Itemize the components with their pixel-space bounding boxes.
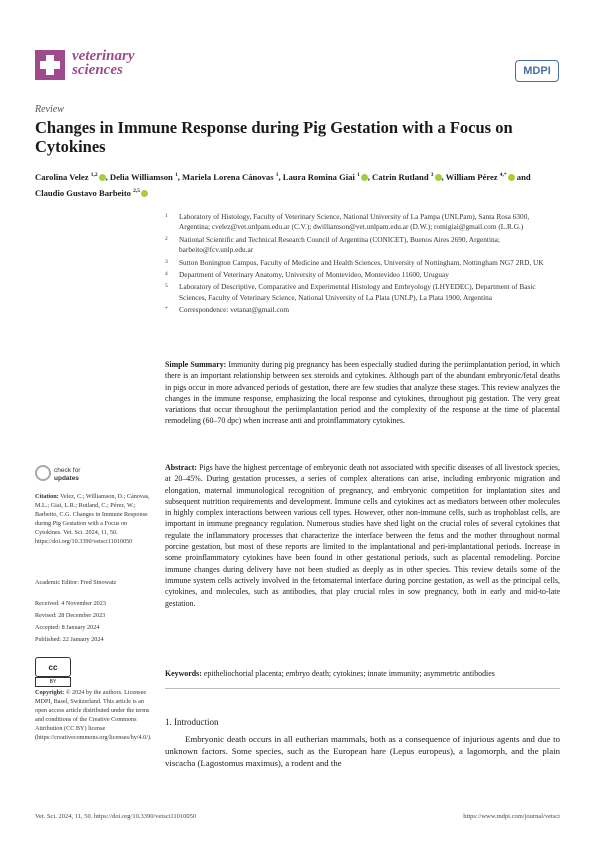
- revised-date: Revised: 28 December 2023: [35, 612, 106, 619]
- orcid-icon[interactable]: [141, 190, 148, 197]
- affiliation-item: [165, 270, 560, 280]
- keywords-text: epitheliochorial placenta; embryo death; cytokines; innate immunity; asymmetric antibodies: [203, 669, 495, 678]
- copyright-text: © 2024 by the authors. Licensee MDPI, Basel, Switzerland. This article is an open access article distributed under the terms and conditions of the Creative Commons Attribution (CC BY) license (https://creativecommons.org/licenses/by/4.0/).: [35, 689, 152, 741]
- affiliation-item: [165, 305, 560, 315]
- affiliation-item: [165, 282, 560, 303]
- affiliation-item: [165, 258, 560, 268]
- author-name: Catrin Rutland $^3$: [372, 172, 441, 182]
- orcid-icon[interactable]: [508, 174, 515, 181]
- author-name: Carolina Velez $^{1,2}$: [35, 172, 106, 182]
- author-affiliation-marker: 1,2: [90, 172, 98, 178]
- author-name: William Pérez $^{4,*}$: [446, 172, 515, 182]
- author-affiliation-marker: 1: [356, 172, 360, 178]
- affiliation-number: 5: [165, 283, 168, 290]
- check-for-updates[interactable]: check for updates: [54, 467, 81, 482]
- affiliation-number: 2: [165, 235, 168, 242]
- affiliation-item: [165, 212, 560, 233]
- abstract-text: Pigs have the highest percentage of embryonic death not associated with specific diseases of all livestock species, at 20–45%. During gestation processes, a series of complex alterations can arise, including embryonic migration and elongation, maternal immunological recognition of pregnancy, and embryonic competition for implantation sites and subsequent nutrition requirements and development. Immune cells and cytokines act as mediators between other molecules in highly complex interactions between various cell types. However, other non-immune cells, such as trophoblast cells, are important in immune pregnancy regulation. Numerous studies have shed light on the crucial roles of several cytokines that regulate the inflammatory processes that characterize the interface between the fetus and the mother throughout normal porcine gestation, but most of these reports are limited to the implantational and peri-implantational periods. Increase in some proinflammatory cytokines have been found in other gestational periods, such as placental remodeling. Porcine immune changes during delivery have not been studied as deeply as in other species. This review details some of the immune system cells actively involved in the fetomaternal interface during porcine gestation, as well as the principal cells, cytokines, and molecules, such as antibodies, that play crucial roles in sow pregnancy, both in early and mid-to-late gestation.: [165, 463, 560, 608]
- affiliations: [165, 212, 560, 318]
- affiliation-text: Sutton Bonington Campus, Faculty of Medicine and Health Sciences, University of Nottingham, Nottingham NG7 2RD, UK: [179, 257, 544, 267]
- affiliation-number: 3: [165, 258, 168, 265]
- author-affiliation-marker: 1: [275, 172, 279, 178]
- citation-text: Velez, C.; Williamson, D.; Cánovas, M.L.; Giai, L.R.; Rutland, C.; Pérez, W.; Barbeito, C.G. Changes in Immune Response during Pig Gestation with a Focus on Cytokines. Vet. Sci. 2024, 11, 50. https://doi.org/10.3390/vetsci11010050: [35, 493, 150, 545]
- author-affiliation-marker: 3: [430, 172, 434, 178]
- by-license-icon[interactable]: BY: [35, 677, 71, 687]
- author-list: Carolina Velez $^{1,2}$ , Delia Williamson $^1$, Mariela Lorena Cánovas $^1$, Laura Romina Giai $^1$ , Catrin Rutland $^3$ , William Pérez $^{4,*}$ and Claudio Gustavo Barbeito $^{2,5}$: [35, 171, 531, 198]
- summary-text: Immunity during pig pregnancy has been especially studied during the periimplantation period, in which there is an important relationship between sex steroids and cytokines. Although part of the abundant embryonic/fetal deaths in pigs occur in more advanced periods of gestation, there are few studies that analyze these stages. This review analyzes the changes in the immune response, emphasizing the local response and cytokines, throughout pig gestation. The very great variations that occur throughout the periimplantation period and the complexity of the response at the time of placental remodeling (60–70 dpc) when increase anti and proinflammatory cytokines.: [165, 360, 561, 426]
- author-name: Laura Romina Giai $^1$: [283, 172, 368, 182]
- published-date: Published: 22 January 2024: [35, 636, 104, 643]
- affiliation-item: [165, 235, 560, 256]
- simple-summary: [165, 359, 560, 427]
- citation-label: Citation:: [35, 493, 59, 500]
- section-heading: 1. Introduction: [165, 717, 219, 727]
- affiliation-text: Department of Veterinary Anatomy, University of Montevideo, Montevideo 11600, Uruguay: [179, 270, 449, 280]
- footer-journal-link[interactable]: https://www.mdpi.com/journal/vetsci: [463, 813, 560, 820]
- mdpi-logo: MDPI: [515, 60, 559, 82]
- author-name: Delia Williamson $^1$: [109, 171, 178, 182]
- received-date: Received: 4 November 2023: [35, 600, 106, 607]
- check-updates-icon[interactable]: [35, 465, 51, 481]
- keywords-label: Keywords:: [165, 669, 202, 678]
- summary-label: Simple Summary:: [165, 360, 227, 369]
- cc-license-icon[interactable]: cc: [35, 657, 71, 677]
- footer-citation[interactable]: Vet. Sci. 2024, 11, 50. https://doi.org/10.3390/vetsci11010050: [35, 813, 197, 820]
- author-affiliation-marker: 4,*: [499, 172, 507, 178]
- affiliation-number: 1: [165, 213, 168, 219]
- orcid-icon[interactable]: [361, 174, 368, 181]
- intro-paragraph: Embryonic death occurs in all eutherian mammals, both as a consequence of injurious agents and due to unknown factors. Some species, such as the European hare (Lepus europeus), a lagomorph, and the plain viscacha (Lagostomus maximus), a rodent and the: [165, 734, 560, 768]
- journal-logo-icon: [35, 50, 65, 80]
- affiliation-text: Laboratory of Histology, Faculty of Veterinary Science, National University of La Pampa (UNLPam), Santa Rosa 6300, Argentina; cvelez@vet.unlpam.edu.ar (C.V.); dwilliamson@vet.unlpam.edu.ar (D.W.); romigiai@gmail.com (L.R.G.): [179, 212, 530, 232]
- keywords: [165, 668, 560, 679]
- orcid-icon[interactable]: [99, 174, 106, 181]
- copyright-label: Copyright:: [35, 689, 65, 696]
- authors-connector: and: [514, 171, 531, 182]
- affiliation-number: *: [165, 306, 168, 313]
- divider: [165, 688, 560, 689]
- article-title: Changes in Immune Response during Pig Gestation with a Focus on Cytokines: [35, 118, 513, 156]
- author-name: Mariela Lorena Cánovas $^1$: [182, 171, 279, 182]
- affiliation-text: National Scientific and Technical Research Council of Argentina (CONICET), Buenos Aires 2690, Argentina; barbeito@fcv.unlp.edu.ar: [179, 234, 500, 255]
- orcid-icon[interactable]: [435, 174, 442, 181]
- abstract-label: Abstract:: [165, 463, 197, 472]
- citation: [35, 492, 155, 546]
- affiliation-text: Correspondence: vetanat@gmail.com: [179, 305, 290, 315]
- academic-editor: Academic Editor: Fred Sinowatz: [35, 579, 117, 586]
- author-affiliation-marker: 1: [174, 172, 178, 178]
- author-name: Claudio Gustavo Barbeito $^{2,5}$: [35, 188, 148, 198]
- journal-name: veterinary sciences: [72, 48, 135, 78]
- article-type: Review: [35, 104, 64, 115]
- abstract: [165, 462, 560, 609]
- accepted-date: Accepted: 8 January 2024: [35, 624, 100, 631]
- copyright: [35, 688, 155, 742]
- affiliation-number: 4: [165, 271, 168, 278]
- affiliation-text: Laboratory of Descriptive, Comparative and Experimental Histology and Embryology (LHYEDEC), Department of Basic Sciences, Faculty of Veterinary Science, National University of La Plata (UNLP), La Plata 1900, Argentina: [179, 282, 536, 302]
- author-affiliation-marker: 2,5: [133, 187, 140, 194]
